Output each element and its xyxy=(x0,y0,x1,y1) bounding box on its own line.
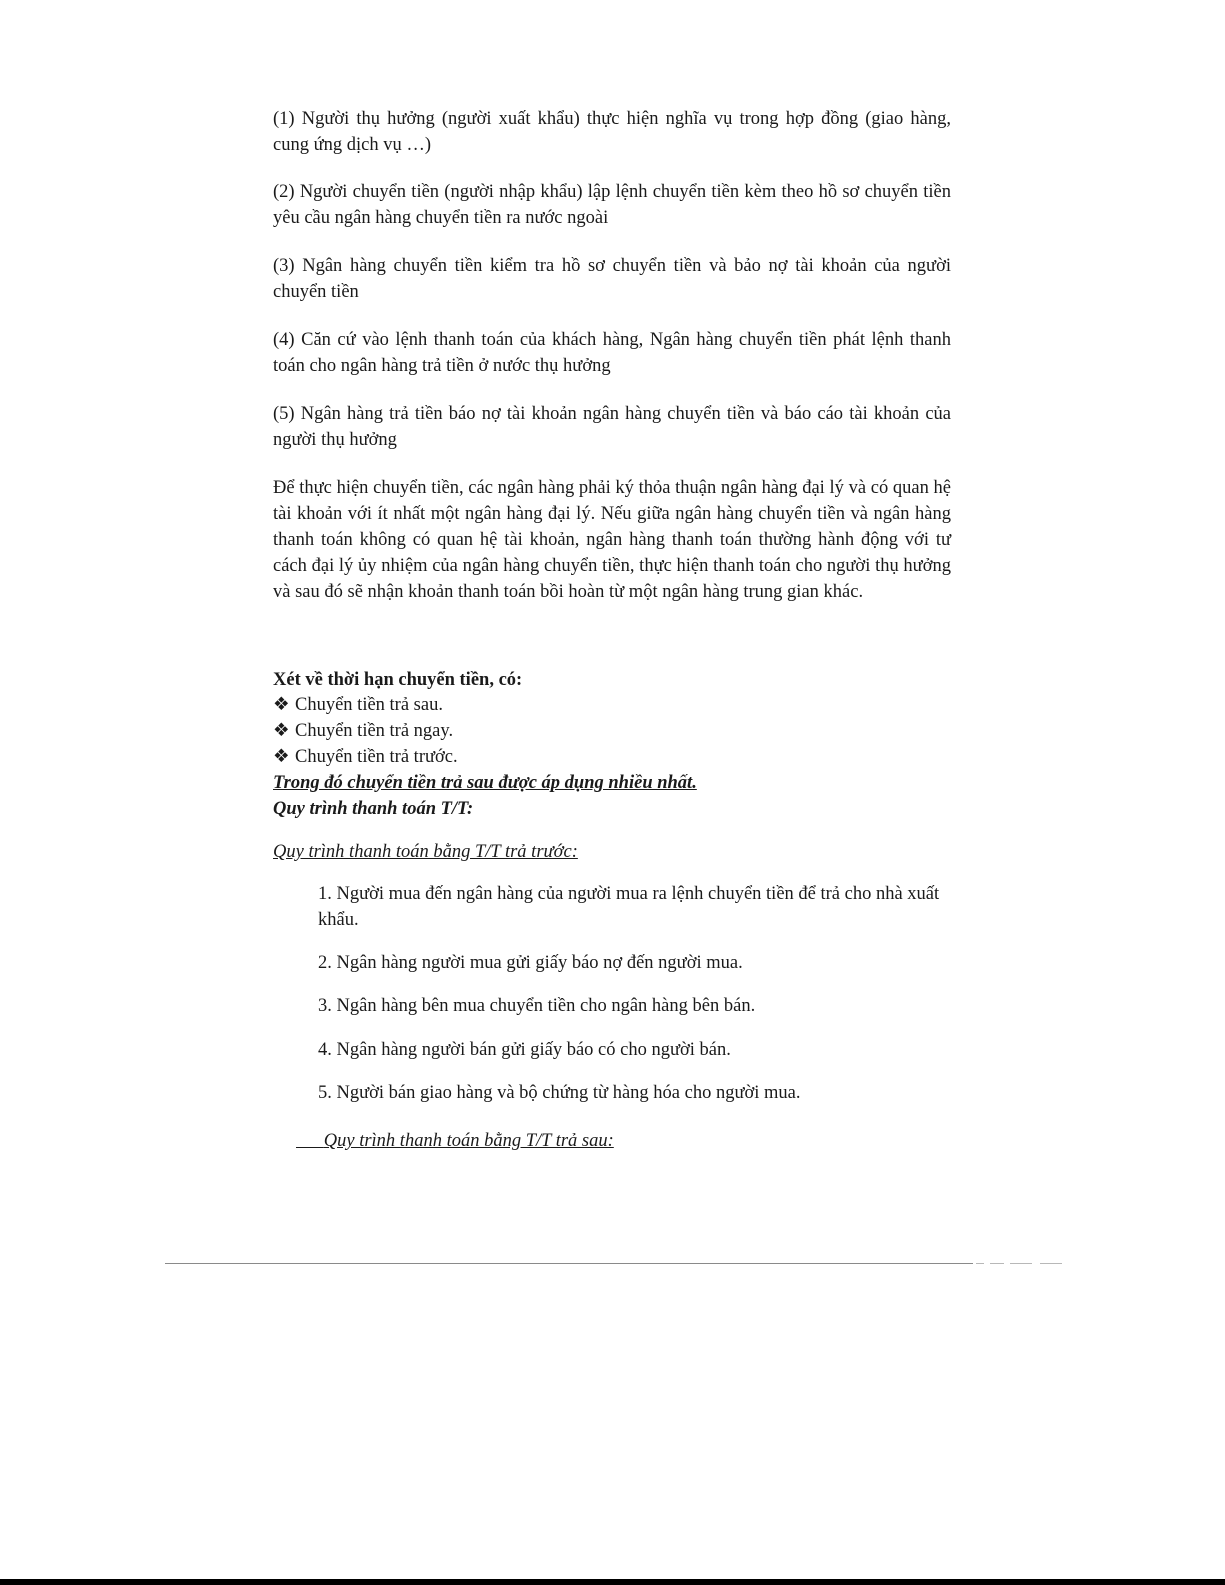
page-divider-dash xyxy=(990,1263,1004,1264)
prepaid-step-2: 2. Ngân hàng người mua gửi giấy báo nợ đến người mua. xyxy=(318,953,743,973)
main-step-1: (1) Người thụ hưởng (người xuất khẩu) thực hiện nghĩa vụ trong hợp đồng (giao hàng, cung ứng dịch vụ …) xyxy=(273,109,951,155)
main-step-5: (5) Ngân hàng trả tiền báo nợ tài khoản ngân hàng chuyển tiền và báo cáo tài khoản của người thụ hưởng xyxy=(273,404,951,450)
bullet-text: Chuyển tiền trả sau. xyxy=(295,695,443,715)
bullet-item xyxy=(273,744,458,770)
page-divider-dash xyxy=(1010,1263,1032,1264)
tt-prepaid-heading: Quy trình thanh toán bằng T/T trả trước: xyxy=(273,842,578,862)
diamond-bullet-icon: ❖ xyxy=(273,721,290,741)
main-step-4: (4) Căn cứ vào lệnh thanh toán của khách hàng, Ngân hàng chuyển tiền phát lệnh thanh toán cho ngân hàng trả tiền ở nước thụ hưởng xyxy=(273,330,951,376)
page-divider-dash xyxy=(1040,1263,1062,1264)
explanation-paragraph: Để thực hiện chuyển tiền, các ngân hàng phải ký thỏa thuận ngân hàng đại lý và có quan hệ tài khoản với ít nhất một ngân hàng đại lý. Nếu giữa ngân hàng chuyển tiền và ngân hàng thanh toán không có quan hệ tài khoản, ngân hàng thanh toán thường hành động với tư cách đại lý ủy nhiệm của ngân hàng chuyển tiền, thực hiện thanh toán cho người thụ hưởng và sau đó sẽ nhận khoản thanh toán bồi hoàn từ một ngân hàng trung gian khác. xyxy=(273,478,951,602)
page-divider xyxy=(165,1263,973,1264)
page-divider-dash xyxy=(976,1263,984,1264)
prepaid-step-1: 1. Người mua đến ngân hàng của người mua ra lệnh chuyển tiền để trả cho nhà xuất khẩu. xyxy=(318,884,940,930)
prepaid-step-3: 3. Ngân hàng bên mua chuyển tiền cho ngân hàng bên bán. xyxy=(318,996,756,1016)
bullet-text: Chuyển tiền trả ngay. xyxy=(295,721,454,741)
diamond-bullet-icon: ❖ xyxy=(273,695,290,715)
tt-postpaid-line xyxy=(296,1128,614,1154)
most-used-note: Trong đó chuyển tiền trả sau được áp dụng nhiều nhất. xyxy=(273,773,697,793)
main-step-2: (2) Người chuyển tiền (người nhập khẩu) lập lệnh chuyển tiền kèm theo hồ sơ chuyển tiền yêu cầu ngân hàng chuyển tiền ra nước ngoài xyxy=(273,182,951,228)
tt-process-heading: Quy trình thanh toán T/T: xyxy=(273,799,474,819)
bullet-text: Chuyển tiền trả trước. xyxy=(295,747,458,767)
diamond-bullet-icon: ❖ xyxy=(273,747,290,767)
main-step-3: (3) Ngân hàng chuyển tiền kiểm tra hồ sơ chuyển tiền và bảo nợ tài khoản của người chuyển tiền xyxy=(273,256,951,302)
bullet-item xyxy=(273,718,453,744)
term-heading: Xét về thời hạn chuyển tiền, có: xyxy=(273,670,523,690)
prepaid-step-4: 4. Ngân hàng người bán gửi giấy báo có cho người bán. xyxy=(318,1040,731,1060)
prepaid-step-5: 5. Người bán giao hàng và bộ chứng từ hàng hóa cho người mua. xyxy=(318,1083,801,1103)
tt-postpaid-heading: Quy trình thanh toán bằng T/T trả sau: xyxy=(323,1131,614,1151)
bullet-item xyxy=(273,692,443,718)
bottom-edge-bar xyxy=(0,1579,1225,1585)
